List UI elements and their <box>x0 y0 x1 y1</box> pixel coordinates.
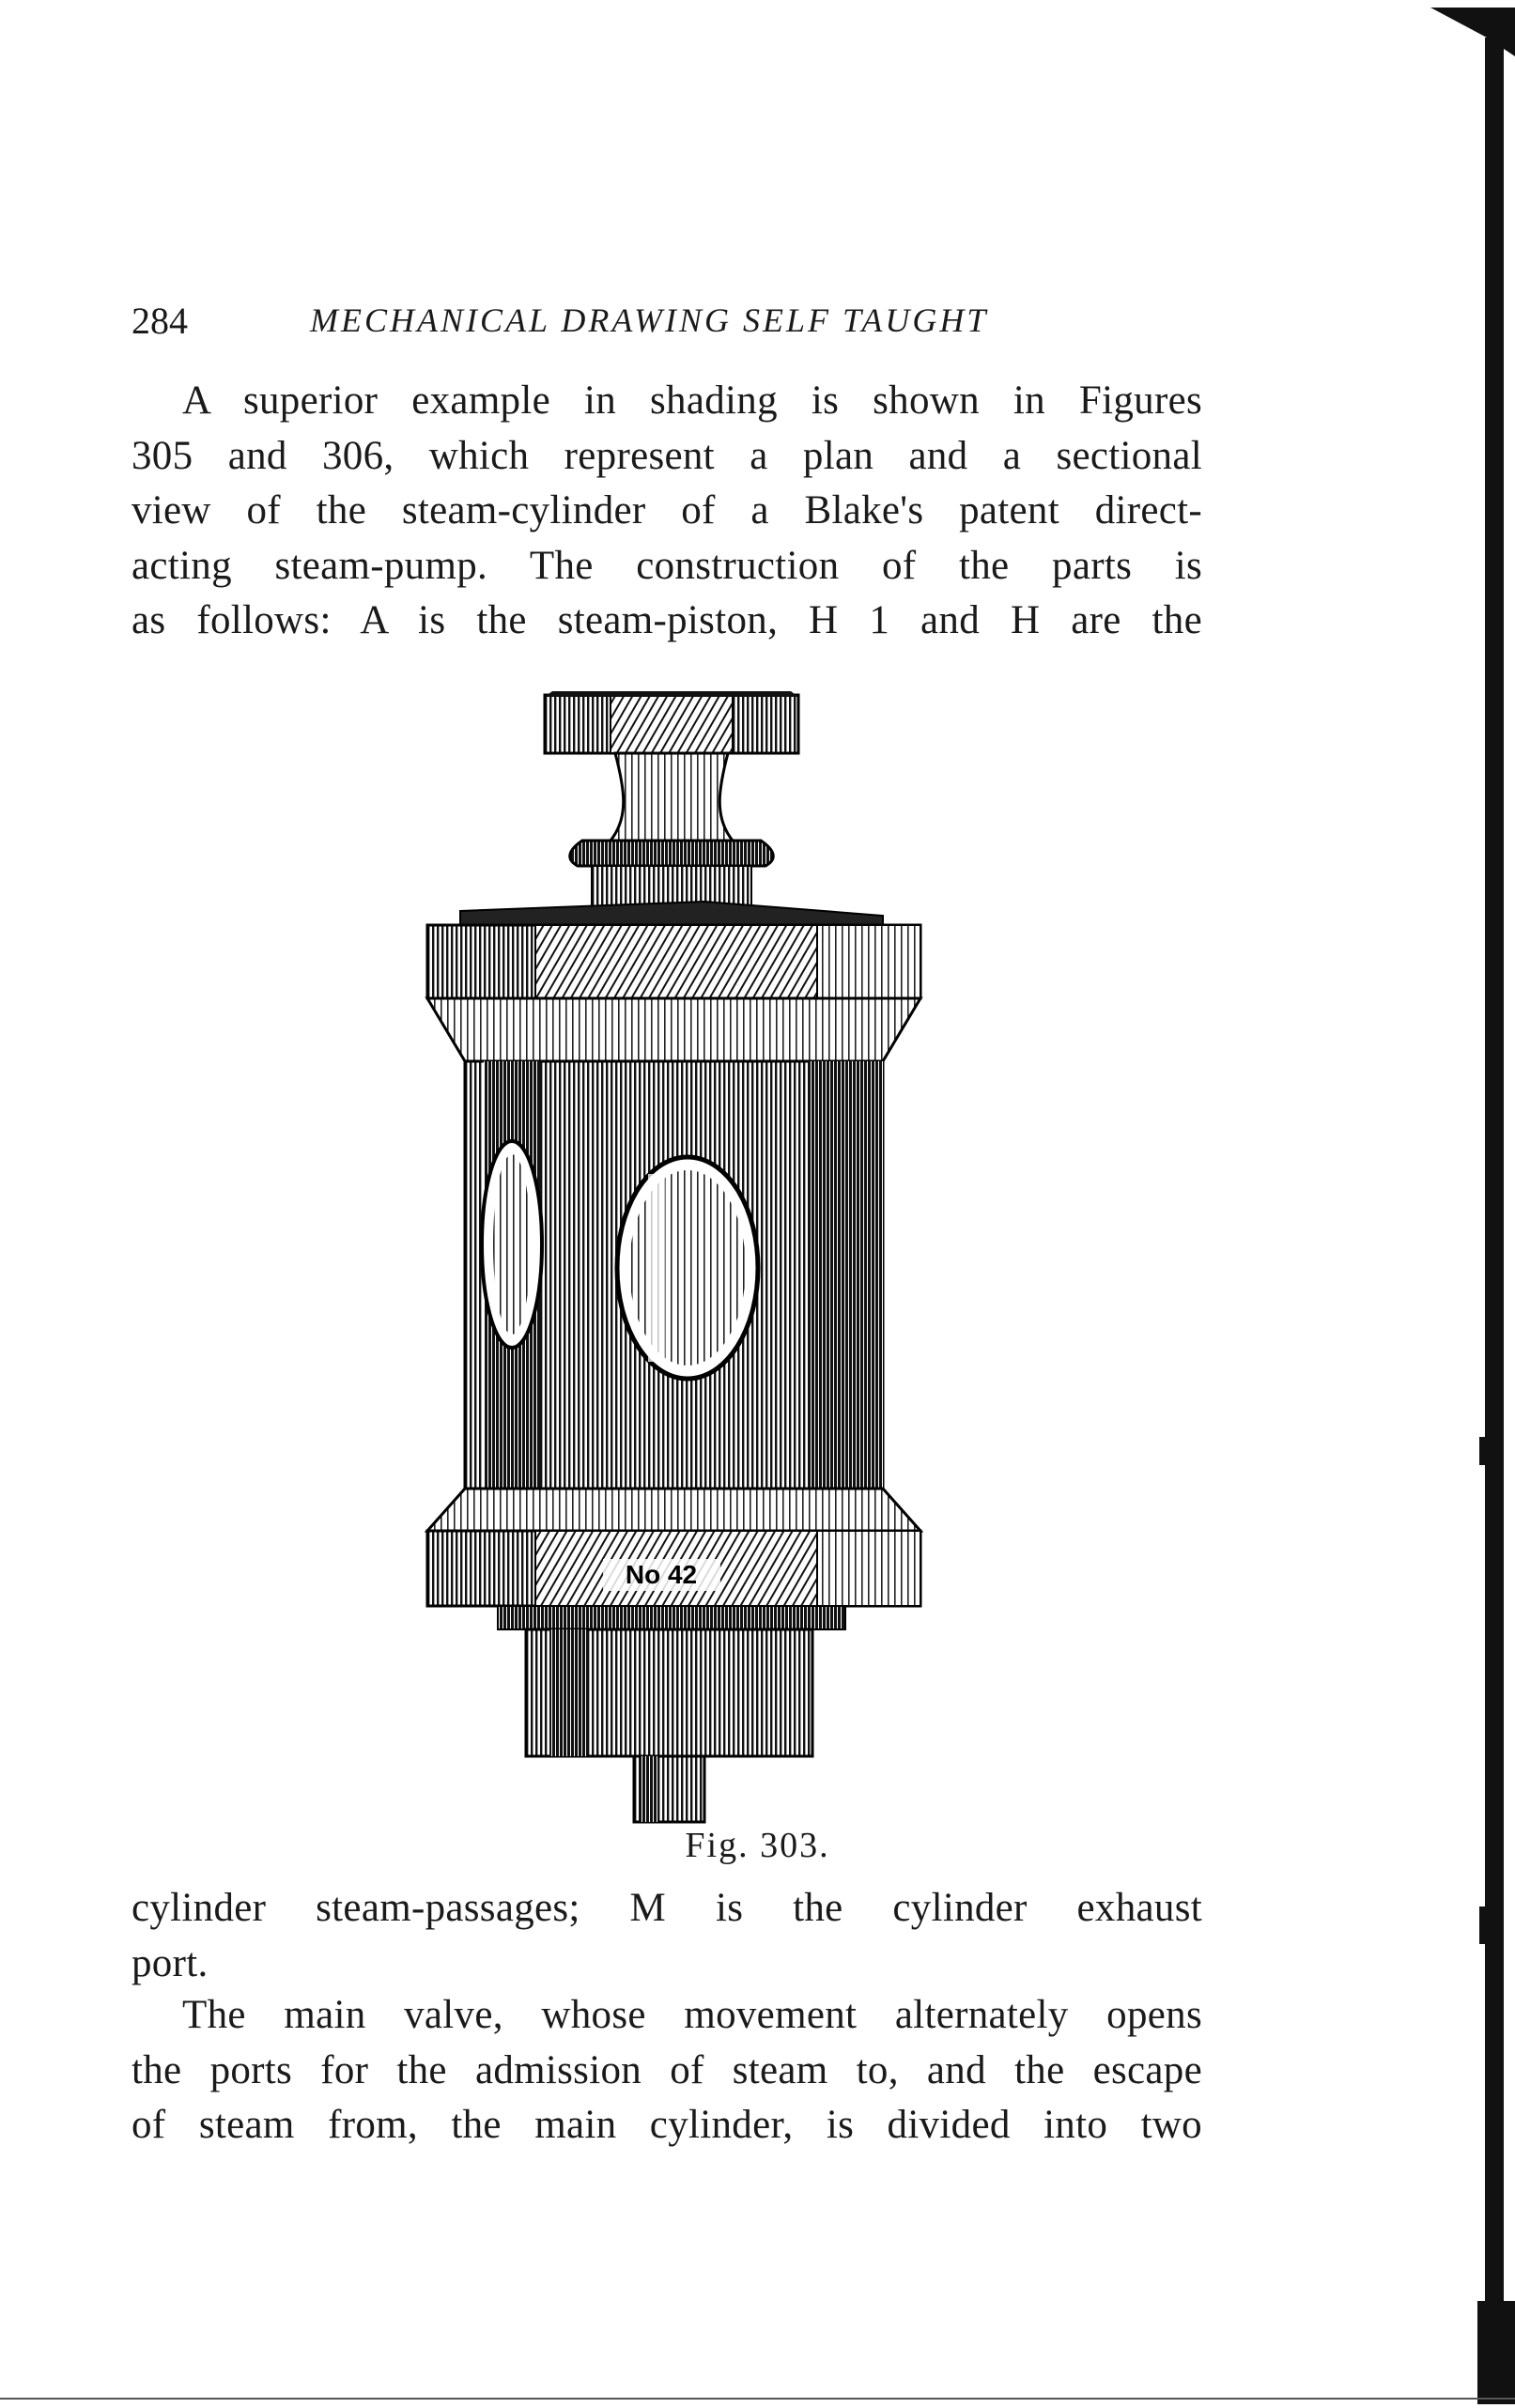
text-line: acting steam-pump. The construction of the parts is <box>131 543 1202 588</box>
text-line: view of the steam-cylinder of a Blake's patent direct- <box>131 488 1202 533</box>
paragraph-2 <box>131 1881 1202 1991</box>
text-line: as follows: A is the steam-piston, H 1 and H are the <box>131 598 1202 643</box>
text-line: A superior example in shading is shown in Figures <box>182 378 1202 423</box>
paragraph-3 <box>131 1988 1202 2153</box>
figure-caption: Fig. 303. <box>685 1826 830 1865</box>
lower-flange <box>427 1531 920 1608</box>
plate-label: No 42 <box>625 1560 698 1589</box>
paragraph-1 <box>131 374 1202 649</box>
page-header <box>131 299 1202 355</box>
page-bottom-rule <box>0 2398 1515 2400</box>
page-number: 284 <box>131 300 188 342</box>
text-line: of steam from, the main cylinder, is divided into two <box>131 2103 1202 2148</box>
text-line: 305 and 306, which represent a plan and a sectional <box>131 433 1202 478</box>
top-nut <box>545 691 798 753</box>
upper-flange <box>427 925 920 1000</box>
cylinder-body <box>465 1061 883 1489</box>
text-line: port. <box>131 1940 209 1985</box>
page-binding-edge <box>1430 0 1515 2408</box>
text-line: the ports for the admission of steam to, and the escape <box>131 2047 1202 2092</box>
running-title: MECHANICAL DRAWING SELF TAUGHT <box>310 301 989 339</box>
steam-cylinder-illustration <box>394 686 949 1831</box>
text-line: cylinder steam-passages; M is the cylinder exhaust <box>131 1886 1202 1930</box>
text-line: The main valve, whose movement alternately opens <box>182 1993 1202 2037</box>
